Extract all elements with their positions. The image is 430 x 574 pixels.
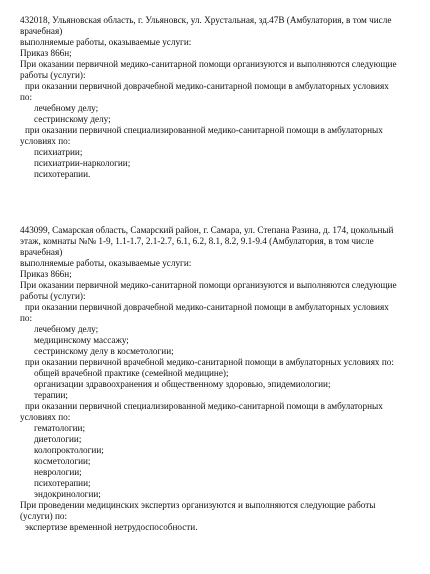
- intro-text: При оказании первичной медико-санитарной помощи организуются и выполняются следующие: [20, 280, 397, 290]
- service-item: гематологии;: [34, 423, 86, 433]
- subsection-heading: по:: [20, 313, 33, 323]
- expertise-heading: При проведении медицинских экспертиз организуются и выполняются следующие работы: [20, 500, 376, 510]
- intro-text: работы (услуги):: [20, 291, 86, 301]
- address-line: врачебная): [20, 26, 63, 36]
- service-item: терапии;: [34, 390, 68, 400]
- service-item: неврологии;: [34, 467, 82, 477]
- license-section-ulyanovsk: [20, 15, 412, 180]
- service-item: организации здравоохранения и общественному здоровью, эпидемиологии;: [34, 379, 331, 389]
- works-label: выполняемые работы, оказываемые услуги:: [20, 258, 192, 268]
- subsection-heading: условиях по:: [20, 412, 71, 422]
- service-item: лечебному делу;: [34, 324, 99, 334]
- service-item: эндокринологии;: [34, 489, 101, 499]
- service-item: косметологии;: [34, 456, 91, 466]
- subsection-heading: при оказании первичной специализированной медико-санитарной помощи в амбулаторных: [25, 125, 383, 135]
- address-line: 443099, Самарская область, Самарский район, г. Самара, ул. Степана Разина, д. 174, цокольный: [20, 225, 394, 235]
- address-line: 432018, Ульяновская область, г. Ульяновск, ул. Хрустальная, зд.47В (Амбулатория, в том числе: [20, 15, 392, 25]
- subsection-heading: при оказании первичной доврачебной медико-санитарной помощи в амбулаторных условиях: [25, 302, 389, 312]
- service-item: общей врачебной практике (семейной медицине);: [34, 368, 229, 378]
- service-item: медицинскому массажу;: [34, 335, 129, 345]
- intro-text: При оказании первичной медико-санитарной помощи организуются и выполняются следующие: [20, 59, 397, 69]
- address-line: врачебная): [20, 247, 63, 257]
- subsection-heading: при оказании первичной доврачебной медико-санитарной помощи в амбулаторных условиях: [25, 81, 389, 91]
- order-reference: Приказ 866н;: [20, 269, 72, 279]
- expertise-heading: (услуги) по:: [20, 511, 68, 521]
- order-reference: Приказ 866н;: [20, 48, 72, 58]
- service-item: экспертизе временной нетрудоспособности.: [25, 522, 198, 532]
- service-item: психиатрии-наркологии;: [34, 158, 131, 168]
- service-item: сестринскому делу;: [34, 114, 111, 124]
- service-item: сестринскому делу в косметологии;: [34, 346, 174, 356]
- license-section-samara: [20, 225, 412, 533]
- subsection-heading: условиях по:: [20, 136, 71, 146]
- address-line: этаж, комнаты №№ 1-9, 1.1-1.7, 2.1-2.7, 6.1, 6.2, 8.1, 8.2, 9.1-9.4 (Амбулатория, в том числе: [20, 236, 374, 246]
- subsection-heading: при оказании первичной врачебной медико-санитарной помощи в амбулаторных условиях по:: [25, 357, 394, 367]
- service-item: психотерапии;: [34, 478, 91, 488]
- service-item: колопроктологии;: [34, 445, 104, 455]
- intro-text: работы (услуги):: [20, 70, 86, 80]
- subsection-heading: при оказании первичной специализированной медико-санитарной помощи в амбулаторных: [25, 401, 383, 411]
- service-item: лечебному делу;: [34, 103, 99, 113]
- service-item: психиатрии;: [34, 147, 83, 157]
- service-item: диетологии;: [34, 434, 82, 444]
- subsection-heading: по:: [20, 92, 33, 102]
- works-label: выполняемые работы, оказываемые услуги:: [20, 37, 192, 47]
- service-item: психотерапии.: [34, 169, 91, 179]
